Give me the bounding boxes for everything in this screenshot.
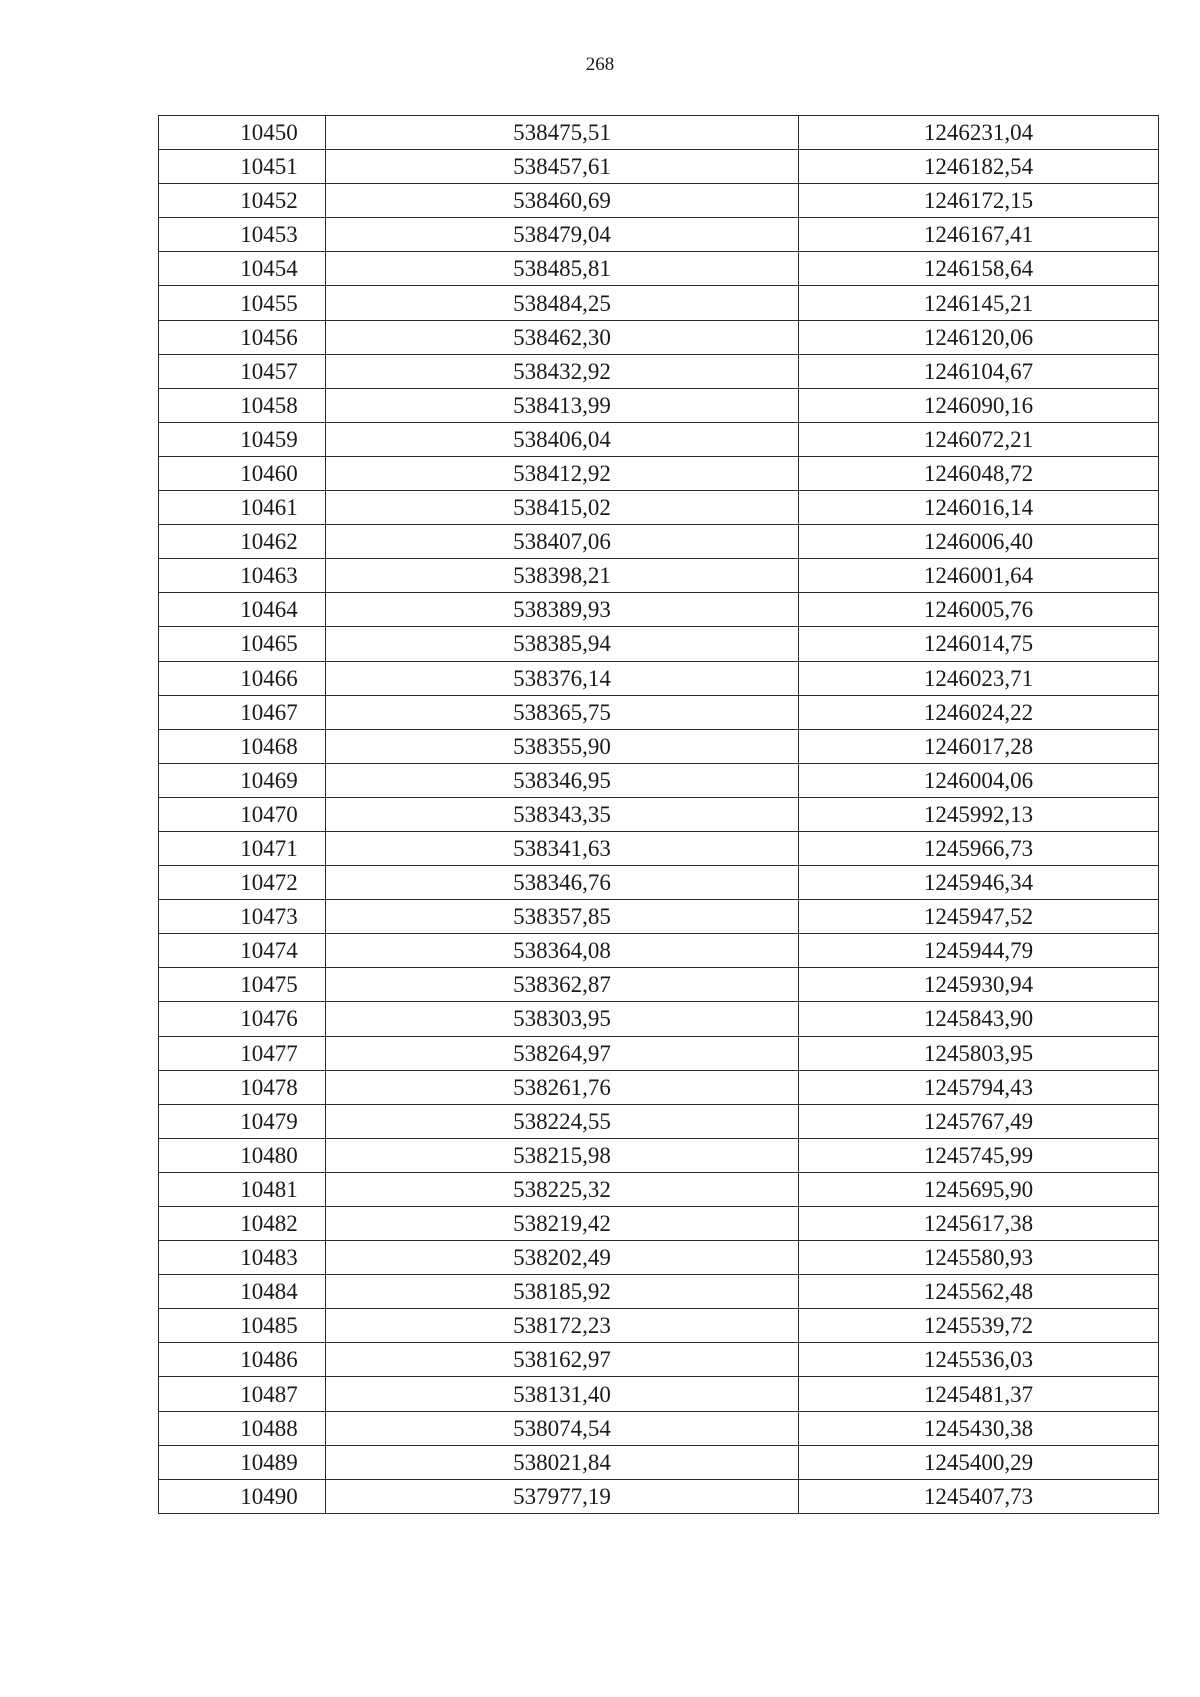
y-coordinate-cell: 1246017,28 bbox=[799, 729, 1159, 763]
table-row bbox=[159, 252, 1159, 286]
table-row bbox=[159, 1172, 1159, 1206]
x-coordinate-cell: 538341,63 bbox=[326, 831, 799, 865]
y-coordinate-cell: 1246005,76 bbox=[799, 593, 1159, 627]
y-coordinate-cell: 1246090,16 bbox=[799, 388, 1159, 422]
point-number-cell: 10462 bbox=[159, 525, 326, 559]
table-row bbox=[159, 422, 1159, 456]
table-row bbox=[159, 1343, 1159, 1377]
point-number-cell: 10468 bbox=[159, 729, 326, 763]
table-row bbox=[159, 456, 1159, 490]
table-row bbox=[159, 763, 1159, 797]
table-row bbox=[159, 1309, 1159, 1343]
x-coordinate-cell: 538185,92 bbox=[326, 1275, 799, 1309]
x-coordinate-cell: 538261,76 bbox=[326, 1070, 799, 1104]
table-row bbox=[159, 593, 1159, 627]
point-number-cell: 10467 bbox=[159, 695, 326, 729]
x-coordinate-cell: 538264,97 bbox=[326, 1036, 799, 1070]
x-coordinate-cell: 538389,93 bbox=[326, 593, 799, 627]
y-coordinate-cell: 1246182,54 bbox=[799, 150, 1159, 184]
point-number-cell: 10453 bbox=[159, 218, 326, 252]
x-coordinate-cell: 538412,92 bbox=[326, 456, 799, 490]
point-number-cell: 10478 bbox=[159, 1070, 326, 1104]
x-coordinate-cell: 538162,97 bbox=[326, 1343, 799, 1377]
x-coordinate-cell: 538219,42 bbox=[326, 1207, 799, 1241]
coordinates-table bbox=[158, 115, 1159, 1514]
x-coordinate-cell: 538225,32 bbox=[326, 1172, 799, 1206]
y-coordinate-cell: 1246048,72 bbox=[799, 456, 1159, 490]
table-row bbox=[159, 797, 1159, 831]
y-coordinate-cell: 1245930,94 bbox=[799, 968, 1159, 1002]
x-coordinate-cell: 538355,90 bbox=[326, 729, 799, 763]
point-number-cell: 10477 bbox=[159, 1036, 326, 1070]
point-number-cell: 10451 bbox=[159, 150, 326, 184]
x-coordinate-cell: 538460,69 bbox=[326, 184, 799, 218]
x-coordinate-cell: 538364,08 bbox=[326, 934, 799, 968]
x-coordinate-cell: 538357,85 bbox=[326, 900, 799, 934]
point-number-cell: 10475 bbox=[159, 968, 326, 1002]
y-coordinate-cell: 1245794,43 bbox=[799, 1070, 1159, 1104]
table-row bbox=[159, 729, 1159, 763]
table-row bbox=[159, 491, 1159, 525]
table-row bbox=[159, 1479, 1159, 1513]
table-row bbox=[159, 968, 1159, 1002]
y-coordinate-cell: 1245767,49 bbox=[799, 1104, 1159, 1138]
table-row bbox=[159, 1411, 1159, 1445]
x-coordinate-cell: 538365,75 bbox=[326, 695, 799, 729]
point-number-cell: 10474 bbox=[159, 934, 326, 968]
table-row bbox=[159, 218, 1159, 252]
table-row bbox=[159, 1275, 1159, 1309]
x-coordinate-cell: 538479,04 bbox=[326, 218, 799, 252]
x-coordinate-cell: 538415,02 bbox=[326, 491, 799, 525]
point-number-cell: 10469 bbox=[159, 763, 326, 797]
point-number-cell: 10489 bbox=[159, 1445, 326, 1479]
y-coordinate-cell: 1245536,03 bbox=[799, 1343, 1159, 1377]
coordinates-table-body bbox=[159, 116, 1159, 1514]
point-number-cell: 10483 bbox=[159, 1241, 326, 1275]
point-number-cell: 10459 bbox=[159, 422, 326, 456]
point-number-cell: 10464 bbox=[159, 593, 326, 627]
page-number: 268 bbox=[585, 54, 615, 75]
point-number-cell: 10485 bbox=[159, 1309, 326, 1343]
y-coordinate-cell: 1245481,37 bbox=[799, 1377, 1159, 1411]
y-coordinate-cell: 1245695,90 bbox=[799, 1172, 1159, 1206]
table-row bbox=[159, 1377, 1159, 1411]
table-row bbox=[159, 1036, 1159, 1070]
x-coordinate-cell: 538413,99 bbox=[326, 388, 799, 422]
x-coordinate-cell: 538215,98 bbox=[326, 1138, 799, 1172]
x-coordinate-cell: 538346,76 bbox=[326, 866, 799, 900]
point-number-cell: 10452 bbox=[159, 184, 326, 218]
point-number-cell: 10458 bbox=[159, 388, 326, 422]
x-coordinate-cell: 538432,92 bbox=[326, 354, 799, 388]
table-row bbox=[159, 1104, 1159, 1138]
point-number-cell: 10456 bbox=[159, 320, 326, 354]
y-coordinate-cell: 1246145,21 bbox=[799, 286, 1159, 320]
point-number-cell: 10476 bbox=[159, 1002, 326, 1036]
point-number-cell: 10457 bbox=[159, 354, 326, 388]
x-coordinate-cell: 538346,95 bbox=[326, 763, 799, 797]
point-number-cell: 10450 bbox=[159, 116, 326, 150]
table-row bbox=[159, 695, 1159, 729]
y-coordinate-cell: 1246231,04 bbox=[799, 116, 1159, 150]
y-coordinate-cell: 1246016,14 bbox=[799, 491, 1159, 525]
point-number-cell: 10471 bbox=[159, 831, 326, 865]
table-row bbox=[159, 1002, 1159, 1036]
table-row bbox=[159, 1138, 1159, 1172]
point-number-cell: 10454 bbox=[159, 252, 326, 286]
y-coordinate-cell: 1245947,52 bbox=[799, 900, 1159, 934]
table-row bbox=[159, 388, 1159, 422]
point-number-cell: 10470 bbox=[159, 797, 326, 831]
table-row bbox=[159, 320, 1159, 354]
y-coordinate-cell: 1245407,73 bbox=[799, 1479, 1159, 1513]
table-row bbox=[159, 150, 1159, 184]
table-row bbox=[159, 354, 1159, 388]
y-coordinate-cell: 1246004,06 bbox=[799, 763, 1159, 797]
x-coordinate-cell: 538485,81 bbox=[326, 252, 799, 286]
table-row bbox=[159, 1445, 1159, 1479]
table-row bbox=[159, 286, 1159, 320]
x-coordinate-cell: 538202,49 bbox=[326, 1241, 799, 1275]
point-number-cell: 10472 bbox=[159, 866, 326, 900]
x-coordinate-cell: 538457,61 bbox=[326, 150, 799, 184]
table-row bbox=[159, 116, 1159, 150]
table-row bbox=[159, 1070, 1159, 1104]
point-number-cell: 10490 bbox=[159, 1479, 326, 1513]
x-coordinate-cell: 538376,14 bbox=[326, 661, 799, 695]
point-number-cell: 10488 bbox=[159, 1411, 326, 1445]
table-row bbox=[159, 866, 1159, 900]
point-number-cell: 10461 bbox=[159, 491, 326, 525]
x-coordinate-cell: 537977,19 bbox=[326, 1479, 799, 1513]
x-coordinate-cell: 538407,06 bbox=[326, 525, 799, 559]
x-coordinate-cell: 538303,95 bbox=[326, 1002, 799, 1036]
y-coordinate-cell: 1246120,06 bbox=[799, 320, 1159, 354]
y-coordinate-cell: 1245430,38 bbox=[799, 1411, 1159, 1445]
y-coordinate-cell: 1245803,95 bbox=[799, 1036, 1159, 1070]
y-coordinate-cell: 1246172,15 bbox=[799, 184, 1159, 218]
y-coordinate-cell: 1245580,93 bbox=[799, 1241, 1159, 1275]
x-coordinate-cell: 538362,87 bbox=[326, 968, 799, 1002]
table-row bbox=[159, 627, 1159, 661]
y-coordinate-cell: 1245562,48 bbox=[799, 1275, 1159, 1309]
y-coordinate-cell: 1245400,29 bbox=[799, 1445, 1159, 1479]
table-row bbox=[159, 900, 1159, 934]
table-row bbox=[159, 934, 1159, 968]
table-row bbox=[159, 1207, 1159, 1241]
y-coordinate-cell: 1246006,40 bbox=[799, 525, 1159, 559]
x-coordinate-cell: 538406,04 bbox=[326, 422, 799, 456]
x-coordinate-cell: 538398,21 bbox=[326, 559, 799, 593]
y-coordinate-cell: 1245843,90 bbox=[799, 1002, 1159, 1036]
point-number-cell: 10480 bbox=[159, 1138, 326, 1172]
x-coordinate-cell: 538172,23 bbox=[326, 1309, 799, 1343]
point-number-cell: 10481 bbox=[159, 1172, 326, 1206]
table-row bbox=[159, 559, 1159, 593]
table-row bbox=[159, 184, 1159, 218]
table-row bbox=[159, 525, 1159, 559]
point-number-cell: 10482 bbox=[159, 1207, 326, 1241]
y-coordinate-cell: 1246072,21 bbox=[799, 422, 1159, 456]
table-row bbox=[159, 1241, 1159, 1275]
table-row bbox=[159, 661, 1159, 695]
y-coordinate-cell: 1246158,64 bbox=[799, 252, 1159, 286]
y-coordinate-cell: 1245617,38 bbox=[799, 1207, 1159, 1241]
x-coordinate-cell: 538385,94 bbox=[326, 627, 799, 661]
y-coordinate-cell: 1246014,75 bbox=[799, 627, 1159, 661]
y-coordinate-cell: 1246104,67 bbox=[799, 354, 1159, 388]
point-number-cell: 10455 bbox=[159, 286, 326, 320]
x-coordinate-cell: 538021,84 bbox=[326, 1445, 799, 1479]
table-row bbox=[159, 831, 1159, 865]
x-coordinate-cell: 538224,55 bbox=[326, 1104, 799, 1138]
point-number-cell: 10463 bbox=[159, 559, 326, 593]
x-coordinate-cell: 538475,51 bbox=[326, 116, 799, 150]
point-number-cell: 10486 bbox=[159, 1343, 326, 1377]
point-number-cell: 10473 bbox=[159, 900, 326, 934]
y-coordinate-cell: 1246167,41 bbox=[799, 218, 1159, 252]
y-coordinate-cell: 1246001,64 bbox=[799, 559, 1159, 593]
y-coordinate-cell: 1245745,99 bbox=[799, 1138, 1159, 1172]
point-number-cell: 10487 bbox=[159, 1377, 326, 1411]
point-number-cell: 10479 bbox=[159, 1104, 326, 1138]
point-number-cell: 10466 bbox=[159, 661, 326, 695]
y-coordinate-cell: 1246023,71 bbox=[799, 661, 1159, 695]
y-coordinate-cell: 1245992,13 bbox=[799, 797, 1159, 831]
y-coordinate-cell: 1245966,73 bbox=[799, 831, 1159, 865]
x-coordinate-cell: 538462,30 bbox=[326, 320, 799, 354]
x-coordinate-cell: 538074,54 bbox=[326, 1411, 799, 1445]
x-coordinate-cell: 538131,40 bbox=[326, 1377, 799, 1411]
y-coordinate-cell: 1246024,22 bbox=[799, 695, 1159, 729]
y-coordinate-cell: 1245944,79 bbox=[799, 934, 1159, 968]
point-number-cell: 10484 bbox=[159, 1275, 326, 1309]
point-number-cell: 10460 bbox=[159, 456, 326, 490]
y-coordinate-cell: 1245946,34 bbox=[799, 866, 1159, 900]
x-coordinate-cell: 538484,25 bbox=[326, 286, 799, 320]
x-coordinate-cell: 538343,35 bbox=[326, 797, 799, 831]
y-coordinate-cell: 1245539,72 bbox=[799, 1309, 1159, 1343]
point-number-cell: 10465 bbox=[159, 627, 326, 661]
